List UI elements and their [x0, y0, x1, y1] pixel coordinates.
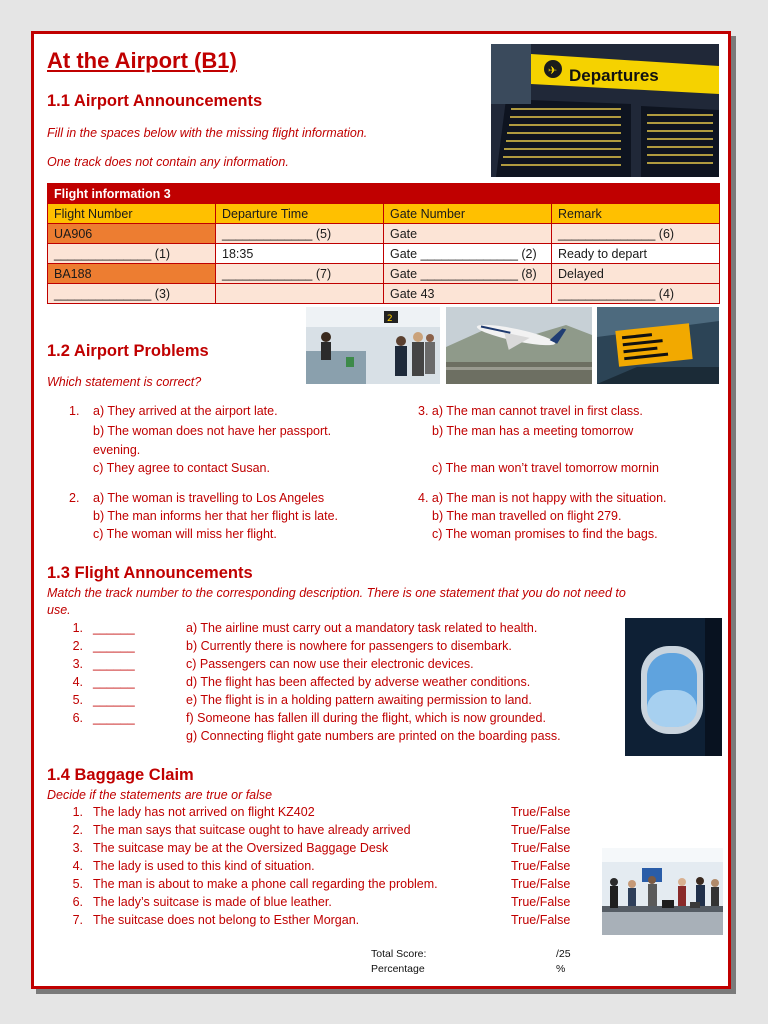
true-false-choice: True/False [511, 805, 571, 819]
statement: e) The flight is in a holding pattern awaiting permission to land. [186, 693, 532, 707]
list-item [61, 841, 581, 859]
question-1-option-b-cont: evening. [93, 443, 141, 457]
svg-text:✈: ✈ [548, 64, 558, 77]
list-item [61, 711, 135, 729]
list-item [61, 877, 581, 895]
question-2-option-a: a) The woman is travelling to Los Angeles [93, 491, 325, 505]
column-header: Flight Number [48, 204, 216, 224]
true-false-list [61, 805, 581, 931]
section-4-instruction: Decide if the statements are true or false [47, 788, 273, 802]
column-header: Gate Number [384, 204, 552, 224]
table-cell: _____________ (7) [216, 264, 384, 284]
item-number: 4. [72, 675, 83, 689]
total-score-label: Total Score: [371, 948, 427, 960]
svg-text:2: 2 [387, 314, 393, 324]
table-cell: 18:35 [216, 244, 384, 264]
table-cell: ______________ (3) [48, 284, 216, 304]
true-false-choice: True/False [511, 841, 571, 855]
section-2-instruction: Which statement is correct? [47, 375, 202, 389]
statement-text: The suitcase does not belong to Esther Morgan. [93, 913, 360, 927]
question-1-option-b: b) The woman does not have her passport. [93, 424, 332, 438]
question-2-option-c: c) The woman will miss her flight. [93, 527, 277, 541]
departures-board-image [491, 44, 719, 177]
track-number-list [61, 621, 135, 729]
board-title-text: Departures [569, 66, 659, 85]
table-cell: Gate ______________ (8) [384, 264, 552, 284]
list-item [61, 823, 581, 841]
percentage-value: % [556, 963, 566, 975]
true-false-choice: True/False [511, 877, 571, 891]
answer-blank: ______ [93, 693, 135, 707]
column-header: Remark [552, 204, 720, 224]
statement-text: The suitcase may be at the Oversized Baggage Desk [93, 841, 389, 855]
question-4-option-b: b) The man travelled on flight 279. [432, 509, 622, 523]
section-1-heading: 1.1 Airport Announcements [47, 92, 263, 110]
true-false-choice: True/False [511, 823, 571, 837]
answer-blank: ______ [93, 657, 135, 671]
table-cell: Delayed [552, 264, 720, 284]
total-score-value: /25 [556, 948, 571, 960]
question-3-option-a: 3. a) The man cannot travel in first class. [418, 404, 643, 418]
table-cell: Gate 43 [384, 284, 552, 304]
table-cell: BA188 [48, 264, 216, 284]
statement-list [186, 621, 561, 747]
table-cell: ______________ (6) [552, 224, 720, 244]
table-row [48, 284, 720, 304]
question-2-number: 2. [69, 491, 80, 505]
question-3-option-b: b) The man has a meeting tomorrow [432, 424, 634, 438]
column-header: Departure Time [216, 204, 384, 224]
list-item [61, 675, 135, 693]
answer-blank: ______ [93, 621, 135, 635]
answer-blank: ______ [93, 639, 135, 653]
true-false-choice: True/False [511, 859, 571, 873]
statement-text: The man says that suitcase ought to have already arrived [93, 823, 411, 837]
section-3-heading: 1.3 Flight Announcements [47, 564, 253, 582]
list-item [61, 859, 581, 877]
statement: a) The airline must carry out a mandatory task related to health. [186, 621, 538, 635]
table-row [48, 244, 720, 264]
section-3-instruction: Match the track number to the corresponding description. There is one statement that you do not need to [47, 586, 626, 600]
item-number: 2. [72, 823, 83, 837]
statement-text: The lady is used to this kind of situation. [93, 859, 315, 873]
question-1-number: 1. [69, 404, 80, 418]
item-number: 6. [72, 895, 83, 909]
list-item [61, 639, 135, 657]
statement-text: The lady has not arrived on flight KZ402 [93, 805, 315, 819]
section-2-heading: 1.2 Airport Problems [47, 342, 209, 360]
list-item [61, 621, 135, 639]
page-title: At the Airport (B1) [47, 48, 237, 73]
item-number: 4. [72, 859, 83, 873]
true-false-choice: True/False [511, 913, 571, 927]
table-header-row [48, 204, 720, 224]
table-cell: ______________ (1) [48, 244, 216, 264]
table-cell: _____________ (5) [216, 224, 384, 244]
list-item [61, 805, 581, 823]
item-number: 3. [72, 657, 83, 671]
percentage-label: Percentage [371, 963, 425, 975]
item-number: 7. [72, 913, 83, 927]
statement-text: The man is about to make a phone call regarding the problem. [93, 877, 438, 891]
item-number: 5. [72, 693, 83, 707]
question-4-option-c: c) The woman promises to find the bags. [432, 527, 658, 541]
table-row [48, 264, 720, 284]
true-false-choice: True/False [511, 895, 571, 909]
table-cell: Gate ______________ (2) [384, 244, 552, 264]
statement: d) The flight has been affected by adverse weather conditions. [186, 675, 531, 689]
question-2-option-b: b) The man informs her that her flight is late. [93, 509, 339, 523]
statement: b) Currently there is nowhere for passengers to disembark. [186, 639, 512, 653]
section-1-instruction-1: Fill in the spaces below with the missing flight information. [47, 126, 368, 140]
baggage-claim-photo [602, 848, 723, 935]
statement: f) Someone has fallen ill during the flight, which is now grounded. [186, 711, 546, 725]
table-cell: Ready to depart [552, 244, 720, 264]
statement: g) Connecting flight gate numbers are printed on the boarding pass. [186, 729, 561, 743]
question-4-option-a: 4. a) The man is not happy with the situation. [418, 491, 667, 505]
item-number: 3. [72, 841, 83, 855]
statement-text: The lady’s suitcase is made of blue leather. [93, 895, 332, 909]
list-item [61, 913, 581, 931]
answer-blank: ______ [93, 711, 135, 725]
airplane-window-photo [625, 618, 722, 756]
list-item [61, 657, 135, 675]
table-caption-row [48, 184, 720, 204]
gate-sign-photo [597, 307, 719, 384]
item-number: 5. [72, 877, 83, 891]
item-number: 6. [72, 711, 83, 725]
airplane-takeoff-photo [446, 307, 592, 384]
answer-blank: ______ [93, 675, 135, 689]
airport-desk-photo [306, 307, 440, 384]
section-1-instruction-2: One track does not contain any information. [47, 155, 289, 169]
flight-information-table [47, 183, 720, 304]
table-cell: Gate [384, 224, 552, 244]
list-item [61, 895, 581, 913]
item-number: 1. [72, 805, 83, 819]
item-number: 2. [72, 639, 83, 653]
question-3-option-c: c) The man won’t travel tomorrow mornin [432, 461, 659, 475]
section-3-instruction-cont: use. [47, 603, 71, 617]
worksheet-page [31, 31, 731, 989]
section-4-heading: 1.4 Baggage Claim [47, 766, 194, 784]
table-cell: ______________ (4) [552, 284, 720, 304]
table-row [48, 224, 720, 244]
item-number: 1. [72, 621, 83, 635]
table-cell [216, 284, 384, 304]
question-1-option-a: a) They arrived at the airport late. [93, 404, 278, 418]
statement: c) Passengers can now use their electronic devices. [186, 657, 474, 671]
question-1-option-c: c) They agree to contact Susan. [93, 461, 270, 475]
table-cell: UA906 [48, 224, 216, 244]
list-item [61, 693, 135, 711]
table-caption: Flight information 3 [48, 184, 720, 204]
